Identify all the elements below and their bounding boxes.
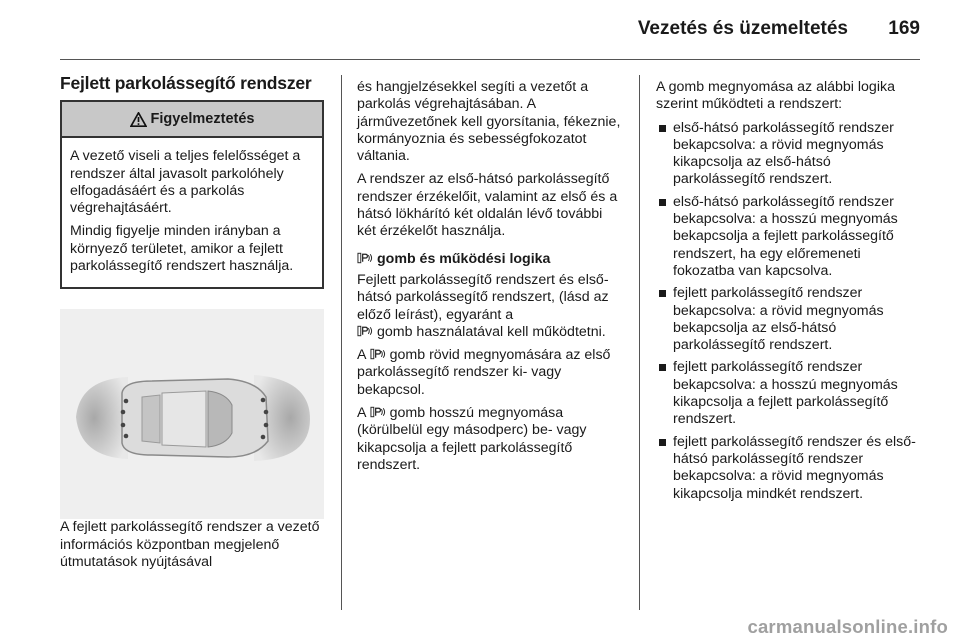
sensor-dot: [264, 410, 269, 415]
warning-paragraph: A vezető viseli a teljes felelősséget a rendszer által javasolt parkolóhely elfogadásáért és a parkolás végrehajtásáért.: [70, 148, 301, 217]
car-roof: [162, 391, 206, 447]
list-item: első-hátsó parkolássegítő rendszer bekapcsolva: a rövid megnyomás kikapcsolja az első-hátsó parkolássegítő rendszert.: [656, 120, 922, 189]
intro-paragraph: A gomb megnyomása az alábbi logika szerint működteti a rendszert:: [656, 79, 895, 113]
subheading: [357, 251, 623, 268]
sensor-dot: [121, 423, 126, 428]
warning-body: [62, 138, 322, 287]
paragraph-text: gomb hosszú megnyomása (körülbelül egy másodperc) be- vagy kikapcsolja a fejlett parkolássegítő rendszert.: [357, 405, 587, 473]
paragraph-prefix: A: [357, 405, 366, 422]
sensor-dot: [124, 399, 129, 404]
subheading-text: gomb és működési logika: [377, 250, 551, 267]
page-header: [0, 0, 960, 60]
body-paragraph: és hangjelzésekkel segíti a vezetőt a parkolás végrehajtásában. A járművezetőnek kell gyorsítania, fékeznie, kormányoznia és sebességfokozatot váltania.: [357, 79, 621, 165]
warning-box: [60, 100, 324, 289]
column-divider-1: [341, 75, 342, 610]
parking-assist-button-icon: [357, 252, 374, 264]
warning-header: [62, 102, 322, 138]
body-paragraph: [357, 347, 623, 399]
list-item: fejlett parkolássegítő rendszer és első-hátsó parkolássegítő rendszer bekapcsolva: a rövid megnyomás kikapcsolja mindkét rendszert.: [656, 434, 922, 503]
paragraph-text: Fejlett parkolássegítő rendszert és első-hátsó parkolássegítő rendszert, (lásd az előző leírást), egyaránt a: [357, 271, 609, 323]
parking-assist-button-icon: [370, 406, 387, 418]
body-paragraph: A rendszer az első-hátsó parkolássegítő rendszer érzékelőit, valamint az első és a hátsó lökhárító két oldalán lévő további két érzékelőt használja.: [357, 171, 618, 240]
list-item: fejlett parkolássegítő rendszer bekapcsolva: a hosszú megnyomás kikapcsolja a fejlett parkolássegítő rendszert.: [656, 359, 922, 428]
car-rear-window: [142, 395, 160, 443]
logic-list: [656, 120, 922, 503]
car-windshield: [208, 391, 232, 447]
chapter-title: Vezetés és üzemeltetés: [637, 18, 848, 39]
column-1: [60, 75, 324, 577]
watermark: carmanualsonline.info: [747, 616, 948, 637]
parking-assist-button-icon: [357, 325, 374, 337]
sensor-dot: [261, 435, 266, 440]
body-paragraph: [357, 405, 623, 474]
car-sensor-diagram: [60, 309, 324, 519]
parking-assist-button-icon: [370, 348, 387, 360]
column-2: [357, 79, 623, 480]
warning-title: Figyelmeztetés: [150, 110, 255, 127]
column-3: [656, 79, 922, 508]
sensor-dot: [261, 398, 266, 403]
list-item: első-hátsó parkolássegítő rendszer bekapcsolva: a hosszú megnyomás bekapcsolja a fejlett parkolássegítő rendszert, ha egy előremeneti fokozatba van kapcsolva.: [656, 194, 922, 280]
paragraph-text: gomb használatával kell működtetni.: [377, 323, 606, 340]
sensor-dot: [264, 423, 269, 428]
sensor-dot: [124, 434, 129, 439]
list-item: fejlett parkolássegítő rendszer bekapcsolva: a rövid megnyomás bekapcsolja az első-hátsó parkolássegítő rendszert.: [656, 285, 922, 354]
figure-caption-text: A fejlett parkolássegítő rendszer a vezető információs központban megjelenő útmutatások nyújtásával: [60, 519, 320, 570]
parking-sensor-illustration: [60, 309, 324, 519]
section-title: Fejlett parkolássegítő rendszer: [60, 73, 312, 93]
warning-triangle-icon: [130, 112, 147, 127]
paragraph-prefix: A: [357, 347, 366, 364]
paragraph-text: gomb rövid megnyomására az első parkolássegítő rendszer ki- vagy bekapcsol.: [357, 347, 611, 398]
column-divider-2: [639, 75, 640, 610]
warning-paragraph: Mindig figyelje minden irányban a környező területet, amikor a fejlett parkolássegítő rendszert használja.: [70, 223, 294, 275]
body-paragraph: [357, 272, 623, 341]
header-divider: [60, 59, 920, 60]
sensor-dot: [121, 410, 126, 415]
rear-sensor-zone: [76, 377, 128, 459]
page-number: 169: [888, 18, 920, 39]
